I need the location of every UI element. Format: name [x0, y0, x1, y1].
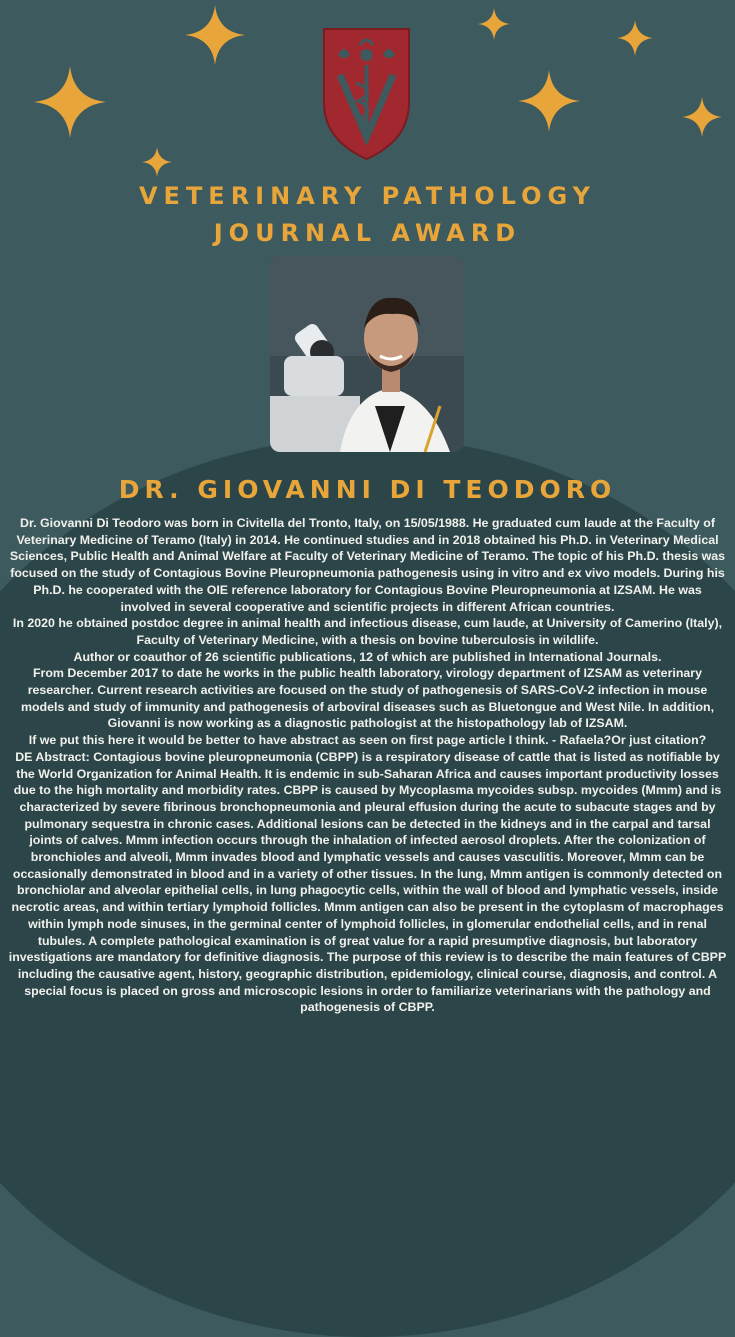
bio-paragraph: In 2020 he obtained postdoc degree in animal health and infectious disease, cum laude, at University of Camerino (Italy), Faculty of Veterinary Medicine, with a thesis on bovine tuberculosis in wildlife. [12, 616, 723, 647]
awardee-name: DR. GIOVANNI DI TEODORO [118, 475, 617, 504]
sparkle-star-icon [617, 20, 653, 56]
award-title-line1: VETERINARY PATHOLOGY [138, 182, 597, 210]
sparkle-star-icon [518, 70, 580, 132]
awardee-portrait-photo [270, 256, 464, 452]
sparkle-star-icon [142, 147, 172, 177]
sparkle-star-icon [478, 8, 510, 40]
sparkle-star-icon [34, 66, 106, 138]
award-title-line2: JOURNAL AWARD [213, 219, 522, 247]
bio-paragraph: Dr. Giovanni Di Teodoro was born in Civitella del Tronto, Italy, on 15/05/1988. He graduated cum laude at the Faculty of Veterinary Medicine of Teramo (Italy) in 2014. He continued studies and in 2018 obtained his Ph.D. in Veterinary Medical Sciences, Public Health and Animal Welfare at Faculty of Veterinary Medicine of Teramo. The topic of his Ph.D. thesis was focused on the study of Contagious Bovine Pleuropneumonia pathogenesis using in vitro and ex vivo models. During his Ph.D. he cooperated with the OIE reference laboratory for Contagious Bovine Pleuropneumonia at IZSAM. He was involved in several cooperative and scientific projects in different African countries. [9, 516, 726, 614]
abstract-paragraph: DE Abstract: Contagious bovine pleuropneumonia (CBPP) is a respiratory disease of cattle that is listed as notifiable by the World Organization for Animal Health. It is endemic in sub-Saharan Africa and causes important productivity losses due to the high mortality and morbidity rates. CBPP is caused by Mycoplasma mycoides subsp. mycoides (Mmm) and is characterized by severe fibrinous bronchopneumonia and pleural effusion during the acute to subacute stages and by pulmonary sequestra in chronic cases. Additional lesions can be detected in the kidneys and in the carpal and tarsal joints of calves. Mmm infection occurs through the inhalation of infected aerosol droplets. After the colonization of bronchioles and alveoli, Mmm invades blood and lymphatic vessels and causes vasculitis. Moreover, Mmm can be occasionally demonstrated in blood and in a variety of other tissues. In the lung, Mmm antigen is commonly detected on bronchiolar and alveolar epithelial cells, in lung phagocytic cells, within the wall of blood and lymphatic vessels, inside necrotic areas, and within tertiary lymphoid follicles. Mmm antigen can also be present in the cytoplasm of macrophages within lymph node sinuses, in the germinal center of lymphoid follicles, in glomerular endothelial cells, and in renal tubules. A complete pathological examination is of great value for a rapid presumptive diagnosis, but laboratory investigations are mandatory for definitive diagnosis. The purpose of this review is to describe the main features of CBPP including the causative agent, history, geographic distribution, epidemiology, clinical course, diagnosis, and control. A special focus is placed on gross and microscopic lesions in order to familiarize veterinarians with the pathology and pathogenesis of CBPP. [8, 749, 727, 1015]
sparkle-star-icon [682, 97, 722, 137]
bio-paragraph: From December 2017 to date he works in the public health laboratory, virology department of IZSAM as veterinary researcher. Current research activities are focused on the study of pathogenesis of SARS-CoV-2 infection in mouse models and study of immunity and pathogenesis of arboviral diseases such as Bluetongue and West Nile. In addition, Giovanni is now working as a diagnostic pathologist at the histopathology lab of IZSAM. [20, 666, 715, 731]
bio-paragraph: Author or coauthor of 26 scientific publications, 12 of which are published in International Journals. [73, 649, 662, 664]
bio-paragraph: If we put this here it would be better to have abstract as seen on first page article I think. - Rafaela?Or just citation? [28, 733, 707, 748]
veterinary-crest-logo [318, 25, 415, 162]
sparkle-star-icon [185, 5, 245, 65]
awardee-biography [8, 515, 727, 1016]
